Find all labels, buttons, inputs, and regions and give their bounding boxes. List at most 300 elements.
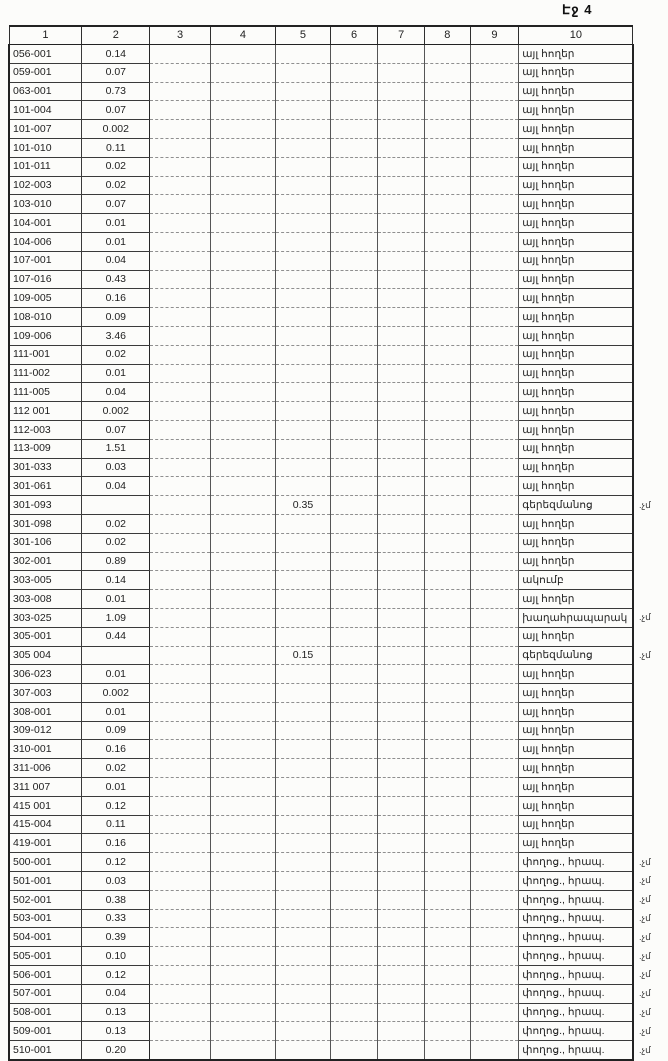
parcel-code-cell: 311-006 [9,759,82,778]
empty-cell [210,834,275,853]
land-type-cell: փողոց., հրապ. [519,890,633,909]
empty-cell [425,778,470,797]
empty-cell [378,326,425,345]
empty-cell [470,815,519,834]
empty-cell [425,214,470,233]
empty-cell [210,740,275,759]
area-value-cell: 0.01 [82,214,150,233]
land-type-cell: փողոց., հրապ. [519,1022,633,1041]
empty-cell [470,326,519,345]
table-row [9,232,667,251]
empty-cell [150,402,211,421]
table-row [9,214,667,233]
empty-cell [150,1022,211,1041]
empty-cell [378,778,425,797]
empty-cell [210,270,275,289]
empty-cell [378,251,425,270]
table-row [9,1003,667,1022]
empty-cell [470,1003,519,1022]
empty-cell [210,552,275,571]
empty-cell [470,120,519,139]
empty-cell [210,326,275,345]
parcel-code-cell: 303-008 [9,590,82,609]
column5-value-cell [275,815,330,834]
empty-cell [150,1041,211,1060]
empty-cell [470,101,519,120]
parcel-code-cell: 104-001 [9,214,82,233]
land-type-cell: այլ հողեր [519,251,633,270]
table-row [9,45,667,64]
empty-cell [331,890,378,909]
empty-cell [425,63,470,82]
margin-note [633,778,667,797]
empty-cell [425,684,470,703]
parcel-code-cell: 111-005 [9,383,82,402]
table-row [9,383,667,402]
empty-cell [470,232,519,251]
table-row [9,1041,667,1060]
table-row [9,740,667,759]
parcel-code-cell: 103-010 [9,195,82,214]
empty-cell [150,289,211,308]
parcel-code-cell: 107-016 [9,270,82,289]
empty-cell [150,82,211,101]
margin-note [633,45,667,64]
empty-cell [378,608,425,627]
empty-cell [150,308,211,327]
area-value-cell: 0.07 [82,63,150,82]
area-value-cell: 0.16 [82,740,150,759]
empty-cell [378,439,425,458]
empty-cell [331,101,378,120]
empty-cell [470,646,519,665]
empty-cell [331,345,378,364]
parcel-code-cell: 112-003 [9,420,82,439]
empty-cell [470,740,519,759]
table-row [9,420,667,439]
empty-cell [378,514,425,533]
land-type-cell: փողոց., հրապ. [519,1041,633,1060]
empty-cell [470,928,519,947]
empty-cell [470,1041,519,1060]
empty-cell [331,195,378,214]
empty-cell [425,345,470,364]
empty-cell [210,590,275,609]
column5-value-cell [275,326,330,345]
land-type-cell: փողոց., հրապ. [519,909,633,928]
empty-cell [150,571,211,590]
land-type-cell: այլ հողեր [519,458,633,477]
empty-cell [331,796,378,815]
margin-note: .չմ [638,856,651,867]
empty-cell [425,721,470,740]
area-value-cell: 0.11 [82,815,150,834]
parcel-code-cell: 502-001 [9,890,82,909]
margin-note [633,251,667,270]
empty-cell [378,420,425,439]
empty-cell [150,496,211,515]
column5-value-cell [275,232,330,251]
empty-cell [210,796,275,815]
margin-note [633,326,667,345]
empty-cell [470,890,519,909]
table-row [9,439,667,458]
land-type-cell: այլ հողեր [519,796,633,815]
empty-cell [331,646,378,665]
empty-cell [210,872,275,891]
empty-cell [378,853,425,872]
empty-cell [210,1003,275,1022]
land-type-cell: այլ հողեր [519,383,633,402]
column5-value-cell [275,759,330,778]
empty-cell [425,496,470,515]
land-type-cell: այլ հողեր [519,138,633,157]
empty-cell [378,815,425,834]
margin-note [633,627,667,646]
empty-cell [150,101,211,120]
empty-cell [470,251,519,270]
table-row [9,82,667,101]
column-header: 1 [9,26,82,45]
margin-note: .չմ [638,969,651,980]
empty-cell [150,552,211,571]
empty-cell [150,270,211,289]
column5-value-cell [275,853,330,872]
land-type-cell: այլ հողեր [519,345,633,364]
parcel-code-cell: 113-009 [9,439,82,458]
area-value-cell: 0.10 [82,947,150,966]
margin-note [633,63,667,82]
empty-cell [210,684,275,703]
area-value-cell: 0.02 [82,157,150,176]
empty-cell [425,157,470,176]
empty-cell [210,195,275,214]
empty-cell [210,232,275,251]
column-header: 5 [275,26,330,45]
area-value-cell: 0.04 [82,984,150,1003]
empty-cell [425,890,470,909]
area-value-cell: 1.09 [82,608,150,627]
land-type-cell: այլ հողեր [519,120,633,139]
margin-note [633,439,667,458]
empty-cell [378,383,425,402]
empty-cell [331,947,378,966]
land-type-cell: այլ հողեր [519,420,633,439]
column5-value-cell [275,552,330,571]
column5-value-cell [275,627,330,646]
margin-note [633,157,667,176]
empty-cell [210,646,275,665]
parcel-code-cell: 301-093 [9,496,82,515]
parcel-code-cell: 303-005 [9,571,82,590]
empty-cell [470,138,519,157]
margin-note [633,82,667,101]
area-value-cell: 0.002 [82,120,150,139]
empty-cell [210,345,275,364]
area-value-cell: 0.02 [82,759,150,778]
empty-cell [470,176,519,195]
table-row [9,157,667,176]
table-row [9,853,667,872]
empty-cell [210,759,275,778]
empty-cell [150,63,211,82]
empty-cell [331,608,378,627]
empty-cell [150,120,211,139]
empty-cell [425,702,470,721]
empty-cell [210,966,275,985]
parcel-code-cell: 109-005 [9,289,82,308]
empty-cell [470,270,519,289]
empty-cell [331,157,378,176]
column5-value-cell: 0.35 [275,496,330,515]
empty-cell [331,815,378,834]
empty-cell [470,834,519,853]
empty-cell [331,853,378,872]
empty-cell [210,984,275,1003]
area-value-cell: 0.04 [82,251,150,270]
empty-cell [470,195,519,214]
table-row [9,308,667,327]
table-row [9,928,667,947]
empty-cell [425,138,470,157]
empty-cell [210,627,275,646]
table-row [9,289,667,308]
parcel-code-cell: 303-025 [9,608,82,627]
land-type-cell: այլ հողեր [519,101,633,120]
land-type-cell: այլ հողեր [519,778,633,797]
land-type-cell: այլ հողեր [519,514,633,533]
empty-cell [378,890,425,909]
empty-cell [470,571,519,590]
margin-note [633,665,667,684]
table-row [9,364,667,383]
table-row [9,796,667,815]
header-row [9,26,667,45]
parcel-code-cell: 101-010 [9,138,82,157]
empty-cell [378,496,425,515]
empty-cell [331,439,378,458]
margin-note [633,176,667,195]
area-value-cell: 0.04 [82,383,150,402]
empty-cell [210,533,275,552]
empty-cell [331,684,378,703]
table-row [9,984,667,1003]
column5-value-cell [275,590,330,609]
column5-value-cell [275,101,330,120]
empty-cell [425,458,470,477]
column-header: 9 [470,26,519,45]
empty-cell [425,1003,470,1022]
area-value-cell: 0.02 [82,345,150,364]
margin-note [633,364,667,383]
empty-cell [425,928,470,947]
empty-cell [210,157,275,176]
empty-cell [425,815,470,834]
empty-cell [378,289,425,308]
empty-cell [150,176,211,195]
table-row [9,890,667,909]
empty-cell [378,796,425,815]
empty-cell [425,627,470,646]
column5-value-cell [275,928,330,947]
empty-cell [150,326,211,345]
empty-cell [470,853,519,872]
margin-note [633,571,667,590]
empty-cell [470,496,519,515]
area-value-cell: 0.01 [82,232,150,251]
land-type-cell: այլ հողեր [519,195,633,214]
empty-cell [150,214,211,233]
table-row [9,477,667,496]
parcel-code-cell: 419-001 [9,834,82,853]
margin-note: .չմ [638,988,651,999]
empty-cell [150,608,211,627]
column5-value-cell [275,289,330,308]
margin-note: .չմ [638,875,651,886]
empty-cell [210,947,275,966]
margin-note: .չմ [638,1007,651,1018]
column5-value-cell [275,947,330,966]
area-value-cell: 0.11 [82,138,150,157]
table-row [9,176,667,195]
column5-value-cell [275,477,330,496]
column5-value-cell [275,834,330,853]
empty-cell [470,364,519,383]
area-value-cell: 0.01 [82,778,150,797]
margin-note [633,138,667,157]
area-value-cell: 0.03 [82,872,150,891]
parcel-code-cell: 305 004 [9,646,82,665]
empty-cell [331,1041,378,1060]
table-row [9,909,667,928]
column5-value-cell [275,176,330,195]
empty-cell [150,1003,211,1022]
empty-cell [331,270,378,289]
empty-cell [378,928,425,947]
empty-cell [150,872,211,891]
empty-cell [470,909,519,928]
empty-cell [331,778,378,797]
table-row [9,514,667,533]
parcel-code-cell: 510-001 [9,1041,82,1060]
empty-cell [150,796,211,815]
empty-cell [425,571,470,590]
empty-cell [210,815,275,834]
empty-cell [150,778,211,797]
empty-cell [470,82,519,101]
empty-cell [425,834,470,853]
empty-cell [378,402,425,421]
empty-cell [331,834,378,853]
area-value-cell: 0.89 [82,552,150,571]
empty-cell [331,872,378,891]
empty-cell [331,120,378,139]
parcel-code-cell: 101-011 [9,157,82,176]
margin-note [633,214,667,233]
area-value-cell: 0.14 [82,45,150,64]
column5-value-cell [275,721,330,740]
margin-note [633,420,667,439]
empty-cell [470,590,519,609]
parcel-code-cell: 503-001 [9,909,82,928]
empty-cell [378,590,425,609]
empty-cell [150,928,211,947]
margin-note [633,120,667,139]
empty-cell [150,966,211,985]
empty-cell [378,740,425,759]
area-value-cell: 0.04 [82,477,150,496]
empty-cell [425,909,470,928]
empty-cell [470,533,519,552]
table-row [9,966,667,985]
parcel-code-cell: 111-002 [9,364,82,383]
empty-cell [150,251,211,270]
parcel-code-cell: 308-001 [9,702,82,721]
table-row [9,759,667,778]
table-row [9,646,667,665]
empty-cell [425,120,470,139]
table-row [9,101,667,120]
empty-cell [425,326,470,345]
empty-cell [150,740,211,759]
empty-cell [425,665,470,684]
empty-cell [331,289,378,308]
empty-cell [331,496,378,515]
table-row [9,778,667,797]
empty-cell [150,458,211,477]
column5-value-cell [275,909,330,928]
empty-cell [150,890,211,909]
empty-cell [150,834,211,853]
empty-cell [331,308,378,327]
parcel-code-cell: 311 007 [9,778,82,797]
margin-note-header [633,26,667,45]
empty-cell [210,909,275,928]
empty-cell [378,665,425,684]
empty-cell [378,138,425,157]
column5-value-cell [275,364,330,383]
column5-value-cell [275,684,330,703]
column-header: 6 [331,26,378,45]
area-value-cell: 0.03 [82,458,150,477]
empty-cell [425,420,470,439]
column5-value-cell [275,420,330,439]
empty-cell [425,514,470,533]
land-type-cell: այլ հողեր [519,477,633,496]
area-value-cell [82,646,150,665]
empty-cell [378,571,425,590]
empty-cell [470,684,519,703]
table-row [9,684,667,703]
empty-cell [470,383,519,402]
column-header: 4 [210,26,275,45]
empty-cell [378,364,425,383]
empty-cell [331,251,378,270]
land-type-cell: այլ հողեր [519,702,633,721]
empty-cell [470,627,519,646]
column5-value-cell [275,383,330,402]
table-row [9,947,667,966]
parcel-code-cell: 102-003 [9,176,82,195]
empty-cell [425,1041,470,1060]
column5-value-cell [275,984,330,1003]
empty-cell [331,928,378,947]
empty-cell [210,176,275,195]
empty-cell [210,45,275,64]
column5-value-cell [275,702,330,721]
empty-cell [470,778,519,797]
area-value-cell: 0.02 [82,176,150,195]
